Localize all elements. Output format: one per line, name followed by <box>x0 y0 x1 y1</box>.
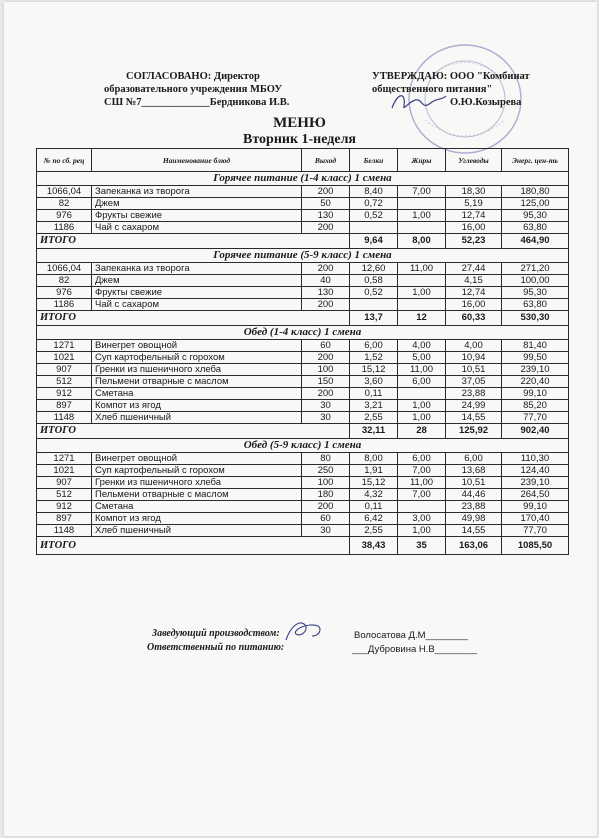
approve-line-1: УТВЕРЖДАЮ: ООО "Комбинат <box>372 71 530 82</box>
recipe-number-cell: 82 <box>37 198 92 210</box>
total-proteins-cell: 32,11 <box>350 424 398 439</box>
dish-name-cell: Винегрет овощной <box>92 453 302 465</box>
approval-line-2: образовательного учреждения МБОУ <box>104 84 283 95</box>
recipe-number-cell: 1186 <box>37 299 92 311</box>
total-row <box>37 537 569 555</box>
fats-cell: 7,00 <box>398 465 446 477</box>
energy-cell: 180,80 <box>502 186 569 198</box>
energy-cell: 125,00 <box>502 198 569 210</box>
carbs-cell: 13,68 <box>446 465 502 477</box>
table-row <box>37 198 569 210</box>
menu-table <box>36 148 569 555</box>
carbs-cell: 23,88 <box>446 501 502 513</box>
proteins-cell: 1,52 <box>350 352 398 364</box>
recipe-number-cell: 1021 <box>37 465 92 477</box>
carbs-cell: 18,30 <box>446 186 502 198</box>
proteins-cell: 6,42 <box>350 513 398 525</box>
recipe-number-cell: 907 <box>37 364 92 376</box>
approve-line-2: общественного питания" <box>372 84 493 95</box>
dish-name-cell: Хлеб пшеничный <box>92 412 302 424</box>
recipe-number-cell: 1186 <box>37 222 92 234</box>
proteins-cell: 15,12 <box>350 477 398 489</box>
portion-cell: 80 <box>302 453 350 465</box>
portion-cell: 30 <box>302 412 350 424</box>
col-proteins: Белки <box>350 149 398 172</box>
fats-cell <box>398 275 446 287</box>
energy-cell: 271,20 <box>502 263 569 275</box>
fats-cell: 1,00 <box>398 210 446 222</box>
carbs-cell: 27,44 <box>446 263 502 275</box>
dish-name-cell: Запеканка из творога <box>92 186 302 198</box>
dish-name-cell: Запеканка из творога <box>92 263 302 275</box>
energy-cell: 77,70 <box>502 412 569 424</box>
total-row <box>37 424 569 439</box>
proteins-cell: 0,58 <box>350 275 398 287</box>
total-proteins-cell: 13,7 <box>350 311 398 326</box>
portion-cell: 250 <box>302 465 350 477</box>
portion-cell: 40 <box>302 275 350 287</box>
proteins-cell: 1,91 <box>350 465 398 477</box>
table-row <box>37 186 569 198</box>
recipe-number-cell: 512 <box>37 489 92 501</box>
total-energy-cell: 464,90 <box>502 234 569 249</box>
energy-cell: 99,10 <box>502 501 569 513</box>
table-header <box>37 149 569 172</box>
energy-cell: 110,30 <box>502 453 569 465</box>
recipe-number-cell: 897 <box>37 400 92 412</box>
proteins-cell: 8,40 <box>350 186 398 198</box>
energy-cell: 99,10 <box>502 388 569 400</box>
recipe-number-cell: 907 <box>37 477 92 489</box>
portion-cell: 180 <box>302 489 350 501</box>
fats-cell: 1,00 <box>398 412 446 424</box>
table-row <box>37 364 569 376</box>
recipe-number-cell: 1066,04 <box>37 263 92 275</box>
section-title: Обед (1-4 класс) 1 смена <box>37 326 569 340</box>
col-recipe-number: № по сб. рец <box>37 149 92 172</box>
energy-cell: 63,80 <box>502 222 569 234</box>
fats-cell: 7,00 <box>398 489 446 501</box>
total-carbs-cell: 125,92 <box>446 424 502 439</box>
table-row <box>37 489 569 501</box>
total-label: ИТОГО <box>37 311 350 326</box>
approval-line-1: СОГЛАСОВАНО: Директор <box>126 71 260 82</box>
recipe-number-cell: 1148 <box>37 525 92 537</box>
proteins-cell: 6,00 <box>350 340 398 352</box>
table-row <box>37 210 569 222</box>
col-dish-name: Наименование блюд <box>92 149 302 172</box>
portion-cell: 30 <box>302 525 350 537</box>
total-label: ИТОГО <box>37 234 350 249</box>
table-row <box>37 287 569 299</box>
fats-cell: 7,00 <box>398 186 446 198</box>
fats-cell: 6,00 <box>398 453 446 465</box>
table-row <box>37 525 569 537</box>
table-row <box>37 340 569 352</box>
total-energy-cell: 530,30 <box>502 311 569 326</box>
total-fats-cell: 28 <box>398 424 446 439</box>
approval-block-left <box>104 70 324 109</box>
proteins-cell: 0,52 <box>350 210 398 222</box>
portion-cell: 150 <box>302 376 350 388</box>
fats-cell: 3,00 <box>398 513 446 525</box>
portion-cell: 100 <box>302 364 350 376</box>
dish-name-cell: Суп картофельный с горохом <box>92 352 302 364</box>
portion-cell: 50 <box>302 198 350 210</box>
portion-cell: 200 <box>302 222 350 234</box>
total-proteins-cell: 9,64 <box>350 234 398 249</box>
carbs-cell: 14,55 <box>446 525 502 537</box>
total-row <box>37 234 569 249</box>
total-label: ИТОГО <box>37 424 350 439</box>
fats-cell <box>398 388 446 400</box>
portion-cell: 100 <box>302 477 350 489</box>
recipe-number-cell: 976 <box>37 210 92 222</box>
proteins-cell: 2,55 <box>350 525 398 537</box>
section-title: Обед (5-9 класс) 1 смена <box>37 439 569 453</box>
dish-name-cell: Фрукты свежие <box>92 210 302 222</box>
approve-line-3: О.Ю.Козырева <box>450 97 522 108</box>
production-manager-name: Волосатова Д.М________ <box>354 630 468 641</box>
recipe-number-cell: 897 <box>37 513 92 525</box>
proteins-cell: 0,52 <box>350 287 398 299</box>
carbs-cell: 12,74 <box>446 287 502 299</box>
table-row <box>37 453 569 465</box>
col-portion: Выход <box>302 149 350 172</box>
energy-cell: 81,40 <box>502 340 569 352</box>
carbs-cell: 37,05 <box>446 376 502 388</box>
portion-cell: 200 <box>302 352 350 364</box>
energy-cell: 170,40 <box>502 513 569 525</box>
section-heading <box>37 249 569 263</box>
total-carbs-cell: 52,23 <box>446 234 502 249</box>
dish-name-cell: Пельмени отварные с маслом <box>92 489 302 501</box>
approval-block-right <box>372 70 572 109</box>
carbs-cell: 16,00 <box>446 222 502 234</box>
carbs-cell: 16,00 <box>446 299 502 311</box>
carbs-cell: 23,88 <box>446 388 502 400</box>
dish-name-cell: Чай с сахаром <box>92 222 302 234</box>
portion-cell: 130 <box>302 287 350 299</box>
energy-cell: 63,80 <box>502 299 569 311</box>
carbs-cell: 5,19 <box>446 198 502 210</box>
fats-cell: 11,00 <box>398 364 446 376</box>
proteins-cell: 3,60 <box>350 376 398 388</box>
fats-cell: 6,00 <box>398 376 446 388</box>
total-fats-cell: 12 <box>398 311 446 326</box>
proteins-cell: 4,32 <box>350 489 398 501</box>
fats-cell <box>398 501 446 513</box>
dish-name-cell: Гренки из пшеничного хлеба <box>92 364 302 376</box>
dish-name-cell: Чай с сахаром <box>92 299 302 311</box>
recipe-number-cell: 1021 <box>37 352 92 364</box>
table-row <box>37 388 569 400</box>
fats-cell <box>398 222 446 234</box>
fats-cell: 11,00 <box>398 263 446 275</box>
carbs-cell: 49,98 <box>446 513 502 525</box>
fats-cell: 1,00 <box>398 400 446 412</box>
dish-name-cell: Фрукты свежие <box>92 287 302 299</box>
total-label: ИТОГО <box>37 537 350 555</box>
dish-name-cell: Джем <box>92 198 302 210</box>
energy-cell: 85,20 <box>502 400 569 412</box>
portion-cell: 130 <box>302 210 350 222</box>
section-title: Горячее питание (5-9 класс) 1 смена <box>37 249 569 263</box>
total-row <box>37 311 569 326</box>
total-energy-cell: 1085,50 <box>502 537 569 555</box>
fats-cell: 1,00 <box>398 525 446 537</box>
portion-cell: 200 <box>302 263 350 275</box>
table-row <box>37 465 569 477</box>
dish-name-cell: Джем <box>92 275 302 287</box>
table-row <box>37 352 569 364</box>
production-manager-label: Заведующий производством: <box>152 628 280 639</box>
energy-cell: 264,50 <box>502 489 569 501</box>
proteins-cell: 8,00 <box>350 453 398 465</box>
fats-cell: 5,00 <box>398 352 446 364</box>
table-row <box>37 477 569 489</box>
table-row <box>37 263 569 275</box>
portion-cell: 200 <box>302 186 350 198</box>
section-heading <box>37 326 569 340</box>
proteins-cell: 2,55 <box>350 412 398 424</box>
section-heading <box>37 172 569 186</box>
dish-name-cell: Гренки из пшеничного хлеба <box>92 477 302 489</box>
table-row <box>37 513 569 525</box>
total-fats-cell: 8,00 <box>398 234 446 249</box>
dish-name-cell: Пельмени отварные с маслом <box>92 376 302 388</box>
carbs-cell: 10,51 <box>446 477 502 489</box>
recipe-number-cell: 512 <box>37 376 92 388</box>
proteins-cell: 0,11 <box>350 501 398 513</box>
total-carbs-cell: 60,33 <box>446 311 502 326</box>
proteins-cell <box>350 222 398 234</box>
section-title: Горячее питание (1-4 класс) 1 смена <box>37 172 569 186</box>
energy-cell: 220,40 <box>502 376 569 388</box>
energy-cell: 100,00 <box>502 275 569 287</box>
table-row <box>37 400 569 412</box>
dish-name-cell: Винегрет овощной <box>92 340 302 352</box>
recipe-number-cell: 1148 <box>37 412 92 424</box>
dish-name-cell: Компот из ягод <box>92 513 302 525</box>
fats-cell: 11,00 <box>398 477 446 489</box>
carbs-cell: 6,00 <box>446 453 502 465</box>
nutrition-responsible-label: Ответственный по питанию: <box>147 642 285 653</box>
dish-name-cell: Хлеб пшеничный <box>92 525 302 537</box>
proteins-cell: 0,11 <box>350 388 398 400</box>
carbs-cell: 10,94 <box>446 352 502 364</box>
recipe-number-cell: 976 <box>37 287 92 299</box>
table-row <box>37 275 569 287</box>
proteins-cell: 3,21 <box>350 400 398 412</box>
carbs-cell: 12,74 <box>446 210 502 222</box>
carbs-cell: 4,15 <box>446 275 502 287</box>
production-manager-signature <box>282 618 324 644</box>
proteins-cell: 12,60 <box>350 263 398 275</box>
portion-cell: 200 <box>302 501 350 513</box>
page-title: МЕНЮ <box>273 115 326 131</box>
recipe-number-cell: 1271 <box>37 453 92 465</box>
energy-cell: 239,10 <box>502 477 569 489</box>
energy-cell: 99,50 <box>502 352 569 364</box>
dish-name-cell: Суп картофельный с горохом <box>92 465 302 477</box>
fats-cell: 1,00 <box>398 287 446 299</box>
table-row <box>37 412 569 424</box>
carbs-cell: 10,51 <box>446 364 502 376</box>
total-proteins-cell: 38,43 <box>350 537 398 555</box>
approval-line-3: СШ №7_____________Бердникова И.В. <box>104 97 290 108</box>
portion-cell: 60 <box>302 340 350 352</box>
fats-cell <box>398 299 446 311</box>
recipe-number-cell: 1271 <box>37 340 92 352</box>
carbs-cell: 14,55 <box>446 412 502 424</box>
col-energy: Энерг. цен-ть <box>502 149 569 172</box>
proteins-cell: 15,12 <box>350 364 398 376</box>
proteins-cell: 0,72 <box>350 198 398 210</box>
table-row <box>37 501 569 513</box>
table-row <box>37 376 569 388</box>
fats-cell <box>398 198 446 210</box>
table-row <box>37 222 569 234</box>
nutrition-responsible-name: ___Дубровина Н.В________ <box>352 644 477 655</box>
dish-name-cell: Сметана <box>92 388 302 400</box>
energy-cell: 77,70 <box>502 525 569 537</box>
carbs-cell: 24,99 <box>446 400 502 412</box>
col-fats: Жиры <box>398 149 446 172</box>
recipe-number-cell: 912 <box>37 501 92 513</box>
proteins-cell <box>350 299 398 311</box>
portion-cell: 60 <box>302 513 350 525</box>
energy-cell: 124,40 <box>502 465 569 477</box>
energy-cell: 95,30 <box>502 210 569 222</box>
carbs-cell: 4,00 <box>446 340 502 352</box>
recipe-number-cell: 1066,04 <box>37 186 92 198</box>
portion-cell: 30 <box>302 400 350 412</box>
total-energy-cell: 902,40 <box>502 424 569 439</box>
fats-cell: 4,00 <box>398 340 446 352</box>
total-carbs-cell: 163,06 <box>446 537 502 555</box>
energy-cell: 239,10 <box>502 364 569 376</box>
total-fats-cell: 35 <box>398 537 446 555</box>
dish-name-cell: Компот из ягод <box>92 400 302 412</box>
recipe-number-cell: 912 <box>37 388 92 400</box>
col-carbs: Углеводы <box>446 149 502 172</box>
dish-name-cell: Сметана <box>92 501 302 513</box>
carbs-cell: 44,46 <box>446 489 502 501</box>
portion-cell: 200 <box>302 388 350 400</box>
day-title: Вторник 1-неделя <box>243 132 356 147</box>
recipe-number-cell: 82 <box>37 275 92 287</box>
portion-cell: 200 <box>302 299 350 311</box>
section-heading <box>37 439 569 453</box>
energy-cell: 95,30 <box>502 287 569 299</box>
table-row <box>37 299 569 311</box>
